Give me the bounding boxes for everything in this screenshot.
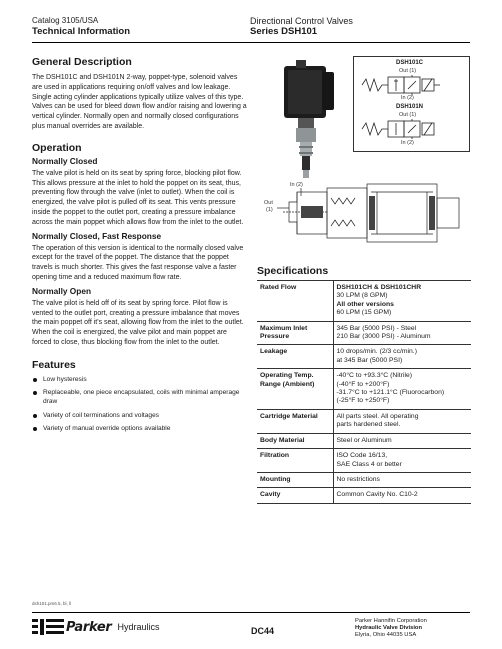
list-item: Variety of manual override options available xyxy=(32,425,247,434)
parker-p-icon xyxy=(32,618,64,636)
spec-value-line: DSH101CH & DSH101CHR xyxy=(336,284,422,291)
company-name: Parker Hannifin Corporation xyxy=(355,618,427,624)
spec-key-line: Range (Ambient) xyxy=(260,380,315,388)
spec-key-line: Rated Flow xyxy=(260,284,297,291)
spec-value-line: Common Cavity No. C10-2 xyxy=(336,491,418,499)
features-list xyxy=(32,376,247,434)
section-title: Technical Information xyxy=(32,26,131,37)
spec-value-line: Steel or Aluminum xyxy=(336,436,392,444)
left-column xyxy=(32,56,247,439)
company-address xyxy=(355,618,427,639)
section-out-num: (1) xyxy=(266,207,273,213)
spec-value xyxy=(333,369,471,410)
spec-key xyxy=(257,472,333,487)
spec-value xyxy=(333,345,471,369)
spec-key-line: Mounting xyxy=(260,475,291,483)
fast-response-heading: Normally Closed, Fast Response xyxy=(32,230,162,241)
cross-section-drawing xyxy=(257,178,472,250)
spec-value-line: -40°C to +93.3°C (Nitrile) xyxy=(336,372,413,380)
valve-symbols-icon xyxy=(354,57,471,153)
fast-response-text: The operation of this version is identical to the normally closed valve except for the travel of the poppet. The distance that the poppet travels is much shorter. This gives the fast response valve a faster opening time and a reduced maximum flow rate. xyxy=(32,244,244,281)
spec-value-line: SAE Class 4 or better xyxy=(336,460,402,468)
table-row xyxy=(257,433,471,448)
general-description-text: The DSH101C and DSH101N 2-way, poppet-type, solenoid valves are used in applications requiring on/off valves and low leakage. Single acting cylinder applications typically utilize valves of this type. Valves can be used for bleed down flow and/or raising and lowering a vertical cylinder. Normally open and normally closed configurations plus manual overrides are available. xyxy=(32,74,247,130)
product-category: Directional Control Valves xyxy=(250,16,353,26)
normally-closed-text: The valve pilot is held on its seat by spring force, blocking pilot flow. This allows pressure at the inlet to hold the poppet on its seat, thus, preventing flow through the valve (inlet to outlet). When the coil is energized, the valve pilot is pulled off its seat. This vents pressure inside the poppet to the outlet port, creating a pressure imbalance across the main poppet which allows flow from the inlet to the outlet. xyxy=(32,169,244,226)
header-left xyxy=(32,16,130,38)
n-in-label: In (2) xyxy=(401,140,414,146)
table-row xyxy=(257,449,471,473)
spec-value-line: All parts steel. All operating xyxy=(336,412,419,420)
spec-key xyxy=(257,488,333,503)
c-out-label: Out (1) xyxy=(399,68,417,74)
list-item: Variety of coil terminations and voltages xyxy=(32,412,247,421)
spec-value xyxy=(333,321,471,345)
spec-key xyxy=(257,369,333,410)
spec-key-line: Cartridge Material xyxy=(260,412,318,420)
file-code: dsh101.pm6.5, bl, ll xyxy=(32,601,72,606)
normally-closed-heading: Normally Closed xyxy=(32,155,98,166)
spec-value-line: ISO Code 16/13, xyxy=(336,452,388,460)
valve-photo xyxy=(266,58,342,184)
spec-value-line: -31.7°C to +121.1°C (Fluorocarbon) xyxy=(336,389,445,397)
spec-key-line: Leakage xyxy=(260,348,288,356)
spec-value-line: No restrictions xyxy=(336,475,380,483)
spec-key-line: Operating Temp. xyxy=(260,372,314,380)
spec-value-line: 60 LPM (15 GPM) xyxy=(336,309,392,317)
spec-value xyxy=(333,488,471,503)
catalog-number: Catalog 3105/USA xyxy=(32,16,99,25)
spec-value-line: 210 Bar (3000 PSI) - Aluminum xyxy=(336,333,431,341)
footer-rule xyxy=(32,612,470,613)
company-division: Hydraulic Valve Division xyxy=(355,625,423,631)
general-description-heading: General Description xyxy=(32,56,132,68)
specifications-heading: Specifications xyxy=(257,265,329,277)
spec-key xyxy=(257,433,333,448)
bullet-icon xyxy=(33,391,37,395)
spec-value xyxy=(333,281,471,322)
spec-key xyxy=(257,345,333,369)
spec-key xyxy=(257,409,333,433)
dsh101n-label: DSH101N xyxy=(396,104,424,110)
table-row xyxy=(257,281,471,322)
normally-open-text: The valve pilot is held off of its seat by spring force. Pilot flow is vented to the outlet port, creating a pressure imbalance that moves the main poppet off it's seat, allowing flow from the inlet to the outlet. When the coil is energized, the valve pilot and main poppet are forced to close, thus blocking flow from the inlet to the outlet. xyxy=(32,299,244,346)
spec-key-line: Pressure xyxy=(260,333,290,341)
specifications-table xyxy=(257,280,471,504)
c-in-label: In (2) xyxy=(401,95,414,101)
company-city: Elyria, Ohio 44035 USA xyxy=(355,632,417,638)
bullet-icon xyxy=(33,427,37,431)
spec-key-line: Cavity xyxy=(260,491,281,499)
spec-value xyxy=(333,433,471,448)
list-item: Low hysteresis xyxy=(32,376,247,385)
dsh101c-label: DSH101C xyxy=(396,60,424,66)
spec-value-line: 10 drops/min. (2/3 cc/min.) xyxy=(336,348,417,356)
n-out-label: Out (1) xyxy=(399,112,417,118)
hydraulics-wordmark: Hydraulics xyxy=(117,622,160,632)
spec-value-line: (-25°F to +250°F) xyxy=(336,397,390,405)
spec-value xyxy=(333,449,471,473)
table-row xyxy=(257,409,471,433)
spec-key-line: Body Material xyxy=(260,436,305,444)
spec-key xyxy=(257,281,333,322)
table-row xyxy=(257,345,471,369)
product-series: Series DSH101 xyxy=(250,26,318,37)
table-row xyxy=(257,488,471,503)
spec-value-line: parts hardened steel. xyxy=(336,421,401,429)
spec-value-line: (-40°F to +200°F) xyxy=(336,380,390,388)
spec-table-body xyxy=(257,281,471,504)
features-heading: Features xyxy=(32,358,76,371)
schematic-symbols xyxy=(353,56,470,152)
table-row xyxy=(257,369,471,410)
spec-key xyxy=(257,321,333,345)
section-out-label: Out xyxy=(264,200,273,206)
bullet-icon xyxy=(33,414,37,418)
parker-logo xyxy=(32,617,160,637)
normally-open-heading: Normally Open xyxy=(32,285,92,296)
spec-key xyxy=(257,449,333,473)
spec-value-line: All other versions xyxy=(336,300,394,308)
operation-heading: Operation xyxy=(32,141,82,154)
header-rule xyxy=(32,42,470,43)
spec-value xyxy=(333,472,471,487)
bullet-icon xyxy=(33,378,37,382)
spec-key-line: Filtration xyxy=(260,452,290,460)
spec-key-line: Maximum Inlet xyxy=(260,324,308,332)
spec-value-line: 30 LPM (8 GPM) xyxy=(336,292,388,300)
header-right xyxy=(250,16,353,38)
spec-value-line: 345 Bar (5000 PSI) - Steel xyxy=(336,324,417,332)
table-row xyxy=(257,472,471,487)
parker-wordmark: Parker xyxy=(66,619,112,635)
spec-value xyxy=(333,409,471,433)
cutaway-icon xyxy=(257,178,472,250)
section-in-label: In (2) xyxy=(290,182,303,188)
table-row xyxy=(257,321,471,345)
list-item: Replaceable, one piece encapsulated, coils with minimal amperage draw xyxy=(32,389,247,406)
page-number: DC44 xyxy=(251,626,275,636)
spec-value-line: at 345 Bar (5000 PSI) xyxy=(336,356,403,364)
